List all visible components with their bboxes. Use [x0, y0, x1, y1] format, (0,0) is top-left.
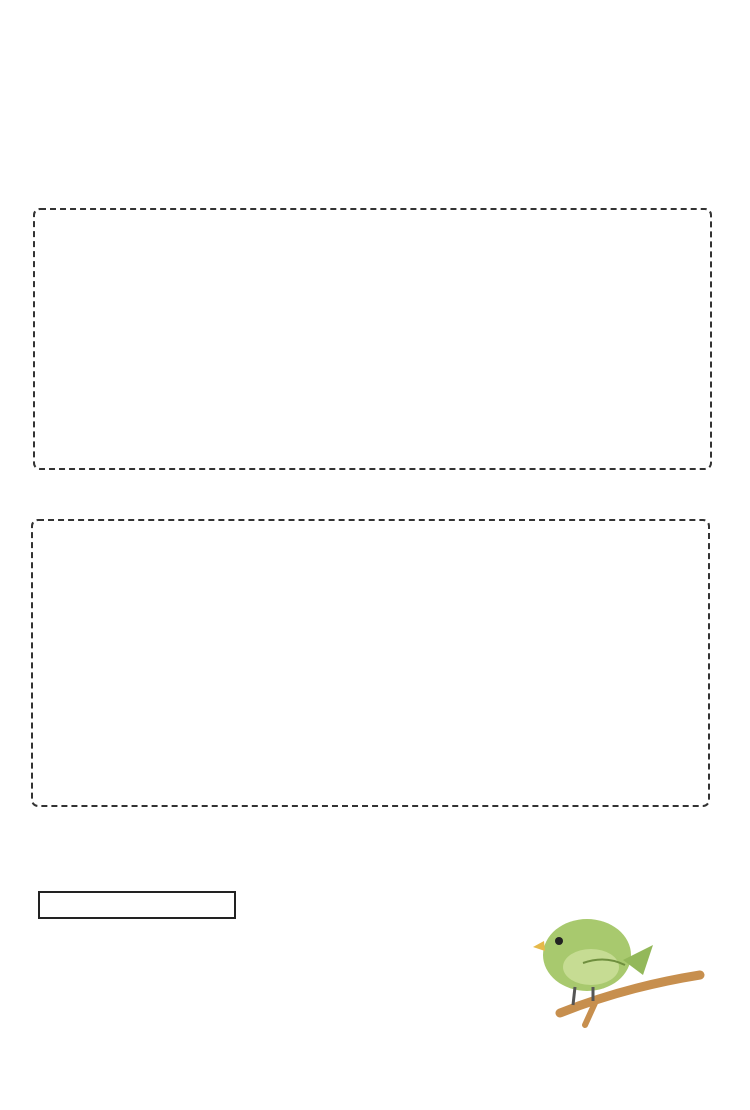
bird-eye [555, 937, 563, 945]
bird-belly [563, 949, 619, 985]
schedule-item [262, 927, 276, 949]
schedule-item [262, 957, 276, 979]
bottom-blossom-border [0, 1008, 750, 1058]
part2-box [31, 519, 710, 807]
top-blossom-border [0, 44, 750, 94]
bird-beak [533, 941, 545, 951]
page-title [0, 108, 750, 143]
bird-leg [573, 987, 575, 1005]
part1-box [33, 208, 712, 470]
schedule-label [38, 891, 236, 919]
event-line [62, 822, 76, 848]
